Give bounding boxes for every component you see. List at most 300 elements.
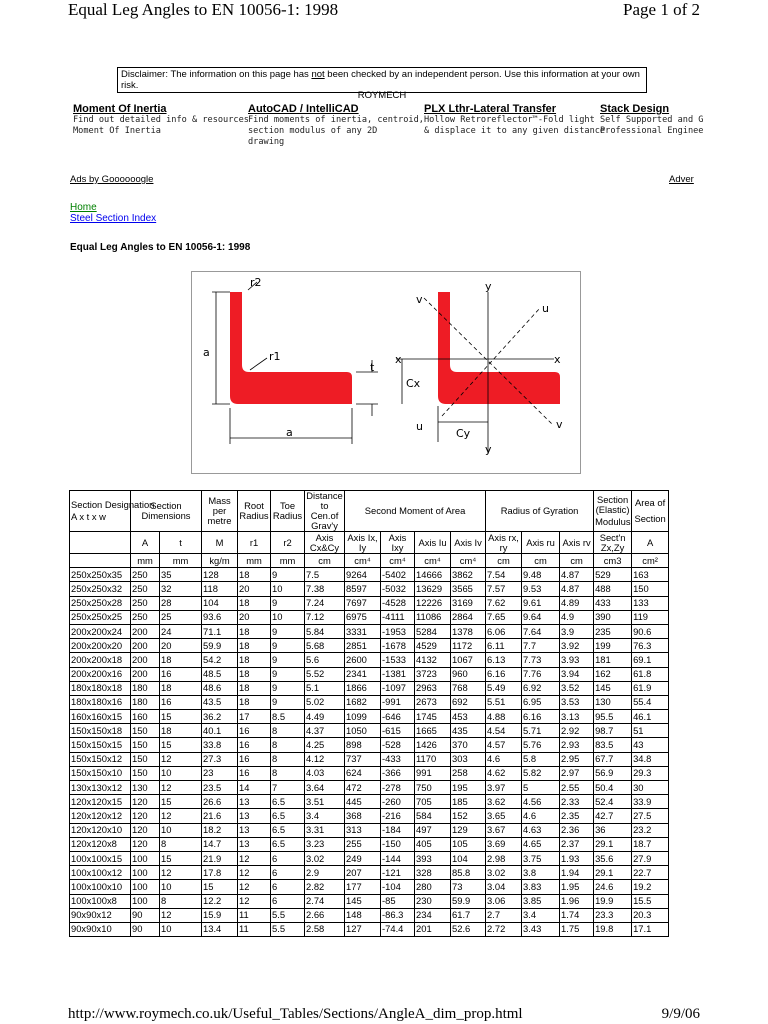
value-cell: 8597 [345, 582, 381, 596]
value-cell: 3.75 [522, 851, 560, 865]
ad-title[interactable]: AutoCAD / IntelliCAD [248, 103, 359, 115]
value-cell: 10 [271, 610, 305, 624]
value-cell: 5.1 [305, 681, 345, 695]
value-cell: 3.69 [486, 837, 522, 851]
symbol-cell: Axis Iv [451, 532, 486, 554]
value-cell: 3.67 [486, 823, 522, 837]
value-cell: 3.9 [560, 624, 594, 638]
value-cell: 303 [451, 752, 486, 766]
value-cell: 328 [415, 866, 451, 880]
value-cell: 12 [160, 809, 202, 823]
value-cell: 2.93 [560, 738, 594, 752]
value-cell: 1067 [451, 653, 486, 667]
value-cell: 1.74 [560, 908, 594, 922]
value-cell: 13629 [415, 582, 451, 596]
unit-cell: cm⁴ [415, 554, 451, 568]
value-cell: -1678 [381, 639, 415, 653]
value-cell: 3.62 [486, 795, 522, 809]
value-cell: 12 [238, 851, 271, 865]
label-a-horizontal: a [286, 426, 293, 439]
value-cell: 4529 [415, 639, 451, 653]
table-row [70, 922, 698, 936]
value-cell: 3.02 [486, 866, 522, 880]
value-cell: 162 [594, 667, 632, 681]
unit-cell: cm² [632, 554, 669, 568]
ad-title[interactable]: PLX Lthr-Lateral Transfer [424, 103, 557, 115]
label-v-bottom: v [556, 418, 563, 431]
value-cell: 23.5 [202, 781, 238, 795]
value-cell: 90 [131, 922, 160, 936]
value-cell: 249 [345, 851, 381, 865]
value-cell: 3169 [451, 596, 486, 610]
value-cell: 29.3 [632, 766, 669, 780]
unit-row [70, 554, 698, 568]
section-designation-cell: 200x200x18 [70, 653, 131, 667]
section-designation-cell: 180x180x18 [70, 681, 131, 695]
value-cell: 9 [271, 653, 305, 667]
value-cell: 584 [415, 809, 451, 823]
value-cell: 898 [345, 738, 381, 752]
value-cell: 16 [160, 695, 202, 709]
unit-cell: mm [271, 554, 305, 568]
unit-cell: cm [560, 554, 594, 568]
value-cell: 3.04 [486, 880, 522, 894]
value-cell: 234 [415, 908, 451, 922]
value-cell: 18 [238, 667, 271, 681]
value-cell: 18 [238, 695, 271, 709]
value-cell: 3.31 [305, 823, 345, 837]
value-cell: 40.1 [202, 724, 238, 738]
value-cell: 5 [522, 781, 560, 795]
ads-by-link[interactable]: Ads by Goooooogle [70, 174, 154, 185]
value-cell: 2.35 [560, 809, 594, 823]
value-cell: 3.83 [522, 880, 560, 894]
header-second-moment: Second Moment of Area [345, 491, 486, 532]
unit-cell: mm [160, 554, 202, 568]
value-cell: 119 [632, 610, 669, 624]
print-date: 9/9/06 [661, 1006, 700, 1022]
value-cell: 4.87 [560, 568, 594, 582]
label-cx: Cx [406, 377, 421, 390]
value-cell: 100 [131, 866, 160, 880]
value-cell: 3.64 [305, 781, 345, 795]
value-cell: 2.92 [560, 724, 594, 738]
section-designation-cell: 180x180x16 [70, 695, 131, 709]
table-row [70, 894, 698, 908]
value-cell: 145 [345, 894, 381, 908]
home-link[interactable]: Home [70, 202, 97, 213]
value-cell: 8 [271, 752, 305, 766]
value-cell: 26.6 [202, 795, 238, 809]
value-cell: 21.9 [202, 851, 238, 865]
value-cell: 250 [131, 610, 160, 624]
value-cell: 7.65 [486, 610, 522, 624]
table-row [70, 695, 698, 709]
section-designation-cell: 100x100x10 [70, 880, 131, 894]
value-cell: 100 [131, 894, 160, 908]
value-cell: 6 [271, 851, 305, 865]
value-cell: 472 [345, 781, 381, 795]
section-designation-cell: 130x130x12 [70, 781, 131, 795]
value-cell: 1682 [345, 695, 381, 709]
value-cell: 59.9 [202, 639, 238, 653]
value-cell: 390 [594, 610, 632, 624]
value-cell: 14.7 [202, 837, 238, 851]
unit-cell: cm3 [594, 554, 632, 568]
value-cell: 258 [451, 766, 486, 780]
value-cell: 5.71 [522, 724, 560, 738]
header-gyration: Radius of Gyration [486, 491, 594, 532]
value-cell: 20 [238, 582, 271, 596]
ad-item[interactable] [600, 103, 703, 137]
table-row [70, 610, 698, 624]
value-cell: 9.61 [522, 596, 560, 610]
header-distance: Distance to Cen.of Grav'y [306, 490, 343, 531]
value-cell: 9.48 [522, 568, 560, 582]
value-cell: 19.8 [594, 922, 632, 936]
symbol-cell: t [160, 532, 202, 554]
value-cell: 1099 [345, 710, 381, 724]
value-cell: 18 [238, 596, 271, 610]
section-designation-cell: 90x90x10 [70, 922, 131, 936]
ad-title[interactable]: Moment Of Inertia [73, 103, 167, 115]
label-u-bottom: u [416, 420, 423, 433]
value-cell: 25 [160, 610, 202, 624]
value-cell: 90 [131, 908, 160, 922]
value-cell: 2.58 [305, 922, 345, 936]
value-cell: 12 [160, 866, 202, 880]
angle-section-figure [191, 271, 581, 474]
value-cell: 5.68 [305, 639, 345, 653]
value-cell: 4.37 [305, 724, 345, 738]
value-cell: -184 [381, 823, 415, 837]
value-cell: 177 [345, 880, 381, 894]
symbol-cell: Sect'n Zx,Zy [594, 532, 632, 554]
table-row [70, 653, 698, 667]
value-cell: 9264 [345, 568, 381, 582]
table-body [70, 568, 698, 937]
value-cell: 5.5 [271, 922, 305, 936]
value-cell: 11 [238, 908, 271, 922]
value-cell: 7 [271, 781, 305, 795]
table-row [70, 823, 698, 837]
advertise-link[interactable]: Adver [669, 174, 694, 185]
value-cell: 55.4 [632, 695, 669, 709]
value-cell: 43.5 [202, 695, 238, 709]
value-cell: 20 [238, 610, 271, 624]
value-cell: 20.3 [632, 908, 669, 922]
value-cell: -646 [381, 710, 415, 724]
header-mass: Mass per metre [202, 491, 238, 532]
value-cell: 3.65 [486, 809, 522, 823]
value-cell: 29.1 [594, 837, 632, 851]
value-cell: 2.7 [486, 908, 522, 922]
value-cell: 5.76 [522, 738, 560, 752]
section-designation-cell: 100x100x15 [70, 851, 131, 865]
value-cell: 21.6 [202, 809, 238, 823]
value-cell: 2.33 [560, 795, 594, 809]
value-cell: 23.2 [632, 823, 669, 837]
value-cell: 48.6 [202, 681, 238, 695]
value-cell: 24 [160, 624, 202, 638]
value-cell: 128 [202, 568, 238, 582]
value-cell: 445 [345, 795, 381, 809]
table-row [70, 809, 698, 823]
value-cell: 18 [238, 681, 271, 695]
value-cell: 2.98 [486, 851, 522, 865]
value-cell: -4528 [381, 596, 415, 610]
value-cell: 2673 [415, 695, 451, 709]
value-cell: 5.6 [305, 653, 345, 667]
value-cell: -4111 [381, 610, 415, 624]
value-cell: 3.02 [305, 851, 345, 865]
value-cell: 12 [160, 908, 202, 922]
section-designation-cell: 100x100x12 [70, 866, 131, 880]
value-cell: 991 [415, 766, 451, 780]
value-cell: -1953 [381, 624, 415, 638]
ad-item[interactable] [424, 103, 605, 137]
value-cell: 2600 [345, 653, 381, 667]
label-t: t [370, 361, 375, 374]
unit-cell: mm [238, 554, 271, 568]
value-cell: 22.7 [632, 866, 669, 880]
symbol-row [70, 532, 698, 554]
value-cell: 2.55 [560, 781, 594, 795]
value-cell: 150 [131, 752, 160, 766]
value-cell: 9 [271, 568, 305, 582]
value-cell: 3.4 [305, 809, 345, 823]
value-cell: 16 [238, 724, 271, 738]
table-row [70, 837, 698, 851]
value-cell: 453 [451, 710, 486, 724]
value-cell: 105 [451, 837, 486, 851]
header-cell [70, 532, 131, 554]
value-cell: 17.8 [202, 866, 238, 880]
value-cell: 6 [271, 866, 305, 880]
section-designation-cell: 150x150x12 [70, 752, 131, 766]
value-cell: 2.95 [560, 752, 594, 766]
value-cell: 4.54 [486, 724, 522, 738]
value-cell: 6.5 [271, 795, 305, 809]
label-v-top: v [416, 293, 423, 306]
value-cell: -5032 [381, 582, 415, 596]
section-designation-cell: 160x160x15 [70, 710, 131, 724]
value-cell: 9 [271, 667, 305, 681]
value-cell: 12 [238, 880, 271, 894]
ad-title[interactable]: Stack Design [600, 103, 670, 115]
section-designation-cell: 250x250x25 [70, 610, 131, 624]
value-cell: 6.95 [522, 695, 560, 709]
symbol-cell: Axis Cx&Cy [305, 532, 345, 554]
value-cell: 3862 [451, 568, 486, 582]
value-cell: 11 [238, 922, 271, 936]
section-designation-cell: 250x250x35 [70, 568, 131, 582]
value-cell: 1.95 [560, 880, 594, 894]
value-cell: 160 [131, 710, 160, 724]
value-cell: 393 [415, 851, 451, 865]
value-cell: 71.1 [202, 624, 238, 638]
value-cell: 18 [238, 639, 271, 653]
value-cell: 6975 [345, 610, 381, 624]
symbol-cell: A [632, 532, 669, 554]
value-cell: 133 [632, 596, 669, 610]
value-cell: 370 [451, 738, 486, 752]
symbol-cell: Axis rx, ry [486, 532, 522, 554]
section-designation-cell: 90x90x12 [70, 908, 131, 922]
value-cell: 27.5 [632, 809, 669, 823]
value-cell: 3.23 [305, 837, 345, 851]
value-cell: 56.9 [594, 766, 632, 780]
value-cell: 5.5 [271, 908, 305, 922]
page-number: Page 1 of 2 [623, 0, 700, 19]
label-cy: Cy [456, 427, 471, 440]
value-cell: 3.53 [560, 695, 594, 709]
value-cell: 200 [131, 639, 160, 653]
value-cell: 3.51 [305, 795, 345, 809]
page-title: Equal Leg Angles to EN 10056-1: 1998 [70, 242, 251, 253]
value-cell: 20 [160, 639, 202, 653]
value-cell: 768 [451, 681, 486, 695]
value-cell: 4.57 [486, 738, 522, 752]
label-y-top: y [485, 280, 492, 293]
value-cell: 2.9 [305, 866, 345, 880]
value-cell: 235 [594, 624, 632, 638]
value-cell: 280 [415, 880, 451, 894]
section-designation-cell: 150x150x10 [70, 766, 131, 780]
value-cell: 6.5 [271, 837, 305, 851]
value-cell: 18 [238, 653, 271, 667]
value-cell: 3.85 [522, 894, 560, 908]
value-cell: -528 [381, 738, 415, 752]
value-cell: 2.97 [560, 766, 594, 780]
value-cell: -991 [381, 695, 415, 709]
value-cell: 34.8 [632, 752, 669, 766]
ad-item[interactable] [73, 103, 249, 137]
value-cell: 152 [451, 809, 486, 823]
value-cell: 14666 [415, 568, 451, 582]
value-cell: -5402 [381, 568, 415, 582]
value-cell: 1665 [415, 724, 451, 738]
value-cell: 29.1 [594, 866, 632, 880]
ad-description: Hollow Retroreflector™-Fold light & displace it to any given distance [424, 115, 606, 136]
value-cell: 15 [160, 738, 202, 752]
value-cell: 163 [632, 568, 669, 582]
value-cell: 6.06 [486, 624, 522, 638]
section-designation-cell: 120x120x12 [70, 809, 131, 823]
left-angle-section [230, 292, 352, 404]
value-cell: 104 [202, 596, 238, 610]
value-cell: 200 [131, 667, 160, 681]
value-cell: 15 [202, 880, 238, 894]
value-cell: 33.9 [632, 795, 669, 809]
value-cell: 12 [160, 752, 202, 766]
value-cell: 2864 [451, 610, 486, 624]
value-cell: 100 [131, 851, 160, 865]
table-row [70, 781, 698, 795]
value-cell: 3.93 [560, 653, 594, 667]
value-cell: 16 [160, 667, 202, 681]
section-designation-cell: 120x120x8 [70, 837, 131, 851]
section-designation-cell: 150x150x18 [70, 724, 131, 738]
value-cell: 8.5 [271, 710, 305, 724]
value-cell: 4.6 [522, 809, 560, 823]
table-row [70, 795, 698, 809]
value-cell: 120 [131, 837, 160, 851]
value-cell: 8 [271, 724, 305, 738]
value-cell: -216 [381, 809, 415, 823]
table-row [70, 568, 698, 582]
value-cell: 18 [238, 624, 271, 638]
value-cell: -104 [381, 880, 415, 894]
table-row [70, 908, 698, 922]
value-cell: 13 [238, 809, 271, 823]
value-cell: 4.9 [560, 610, 594, 624]
value-cell: 250 [131, 582, 160, 596]
value-cell: 15.9 [202, 908, 238, 922]
value-cell: 90.6 [632, 624, 669, 638]
header-root-radius: Root Radius [238, 491, 271, 532]
value-cell: 230 [415, 894, 451, 908]
value-cell: 5.02 [305, 695, 345, 709]
value-cell: 10 [160, 880, 202, 894]
value-cell: 8 [160, 837, 202, 851]
value-cell: 43 [632, 738, 669, 752]
value-cell: 5.84 [305, 624, 345, 638]
value-cell: 12 [238, 866, 271, 880]
value-cell: 18.7 [632, 837, 669, 851]
value-cell: 199 [594, 639, 632, 653]
value-cell: 16 [238, 738, 271, 752]
ad-item[interactable] [248, 103, 424, 148]
value-cell: 51 [632, 724, 669, 738]
steel-section-index-link[interactable]: Steel Section Index [70, 213, 157, 224]
value-cell: 18.2 [202, 823, 238, 837]
value-cell: 200 [131, 624, 160, 638]
value-cell: 7.57 [486, 582, 522, 596]
value-cell: 5.8 [522, 752, 560, 766]
value-cell: 27.3 [202, 752, 238, 766]
value-cell: 15 [160, 851, 202, 865]
value-cell: -86.3 [381, 908, 415, 922]
site-name: ROYMECH [357, 90, 407, 101]
value-cell: 4.87 [560, 582, 594, 596]
value-cell: 15 [160, 795, 202, 809]
header-dimensions: Section Dimensions [131, 491, 202, 532]
value-cell: 9.53 [522, 582, 560, 596]
value-cell: 4.63 [522, 823, 560, 837]
value-cell: 7.76 [522, 667, 560, 681]
value-cell: 120 [131, 823, 160, 837]
print-footer [0, 1006, 768, 1024]
value-cell: 6 [271, 894, 305, 908]
value-cell: 67.7 [594, 752, 632, 766]
value-cell: 36 [594, 823, 632, 837]
value-cell: 30 [632, 781, 669, 795]
value-cell: 23 [202, 766, 238, 780]
value-cell: 207 [345, 866, 381, 880]
value-cell: 10 [160, 922, 202, 936]
symbol-cell: Axis Ixy [381, 532, 415, 554]
unit-cell: cm [305, 554, 345, 568]
ad-description: Find out detailed info & resources Moment Of Inertia [73, 115, 249, 136]
value-cell: 6.5 [271, 809, 305, 823]
value-cell: 3.43 [522, 922, 560, 936]
section-designation-cell: 250x250x32 [70, 582, 131, 596]
table-row [70, 596, 698, 610]
value-cell: 18 [160, 681, 202, 695]
value-cell: 93.6 [202, 610, 238, 624]
value-cell: 4.25 [305, 738, 345, 752]
